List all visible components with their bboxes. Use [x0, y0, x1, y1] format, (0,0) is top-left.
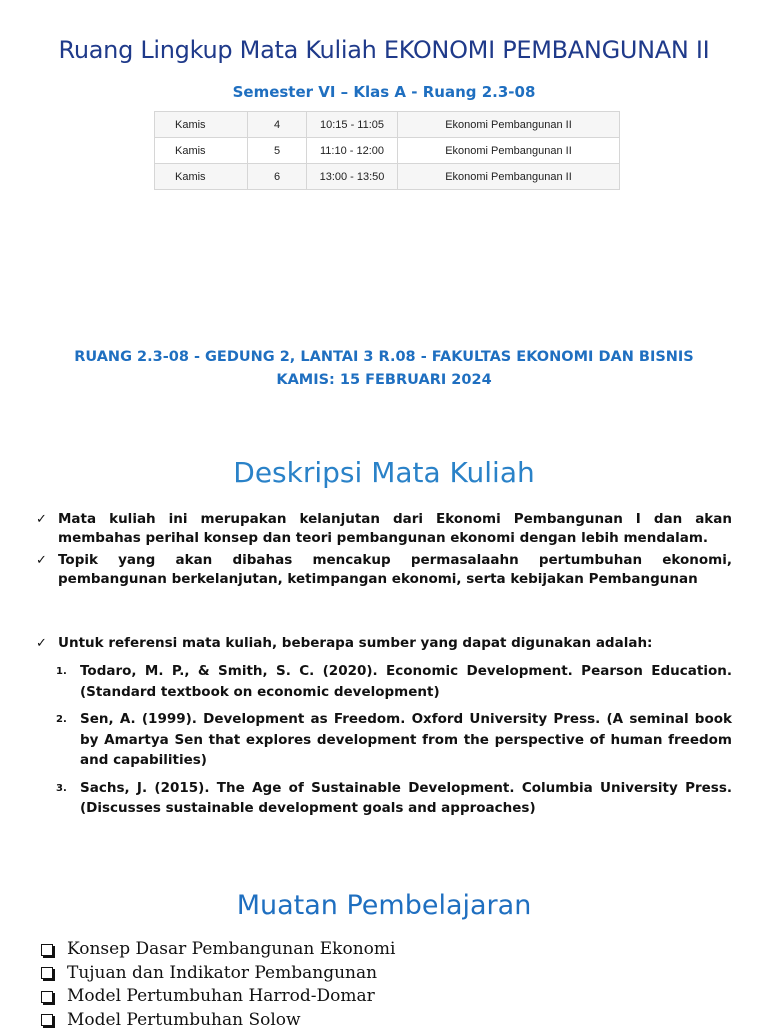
muatan-item-text: Tujuan dan Indikator Pembangunan — [67, 962, 377, 986]
muatan-list — [41, 938, 395, 1032]
check-icon: ✓ — [36, 634, 47, 653]
table-row — [155, 138, 620, 164]
course-cell: Ekonomi Pembangunan II — [398, 138, 620, 164]
bullet-text: Topik yang akan dibahas mencakup permasalaahn pertumbuhan ekonomi, pembangunan berkelanjutan, ketimpangan ekonomi, serta kebijakan Pembangunan — [58, 552, 732, 587]
reference-text: Todaro, M. P., & Smith, S. C. (2020). Economic Development. Pearson Education. (Standard textbook on economic development) — [80, 663, 732, 700]
checkbox-icon — [41, 967, 53, 979]
description-heading: Deskripsi Mata Kuliah — [0, 456, 768, 489]
muatan-item-text: Model Pertumbuhan Harrod-Domar — [67, 985, 375, 1009]
reference-item — [56, 778, 732, 819]
table-row — [155, 164, 620, 190]
references-intro-list — [36, 634, 732, 653]
list-item — [41, 962, 395, 986]
reference-number: 2. — [56, 710, 67, 731]
list-item — [36, 551, 732, 589]
time-cell: 13:00 - 13:50 — [307, 164, 398, 190]
session-cell: 4 — [248, 112, 307, 138]
list-item — [36, 510, 732, 548]
list-item — [41, 985, 395, 1009]
day-cell: Kamis — [155, 164, 248, 190]
reference-number: 3. — [56, 779, 67, 800]
checkbox-icon — [41, 944, 53, 956]
description-list — [36, 510, 732, 589]
list-item — [41, 1009, 395, 1032]
time-cell: 11:10 - 12:00 — [307, 138, 398, 164]
checkbox-icon — [41, 991, 53, 1003]
reference-item — [56, 709, 732, 771]
course-cell: Ekonomi Pembangunan II — [398, 164, 620, 190]
muatan-heading: Muatan Pembelajaran — [0, 890, 768, 921]
location-info — [0, 346, 768, 392]
references-list — [56, 661, 732, 826]
location-line: RUANG 2.3-08 - GEDUNG 2, LANTAI 3 R.08 - FAKULTAS EKONOMI DAN BISNIS — [0, 346, 768, 369]
reference-item — [56, 661, 732, 702]
list-item — [36, 634, 732, 653]
semester-subtitle: Semester VI – Klas A - Ruang 2.3-08 — [0, 83, 768, 101]
schedule-table — [154, 111, 620, 190]
check-icon: ✓ — [36, 510, 47, 529]
list-item — [41, 938, 395, 962]
bullet-text: Mata kuliah ini merupakan kelanjutan dari Ekonomi Pembangunan I dan akan membahas perihal konsep dan teori pembangunan ekonomi dengan lebih mendalam. — [58, 511, 732, 546]
day-cell: Kamis — [155, 112, 248, 138]
reference-number: 1. — [56, 662, 67, 683]
check-icon: ✓ — [36, 551, 47, 570]
time-cell: 10:15 - 11:05 — [307, 112, 398, 138]
course-cell: Ekonomi Pembangunan II — [398, 112, 620, 138]
reference-text: Sachs, J. (2015). The Age of Sustainable Development. Columbia University Press. (Discusses sustainable development goals and approaches) — [80, 780, 732, 817]
session-cell: 6 — [248, 164, 307, 190]
page-title: Ruang Lingkup Mata Kuliah EKONOMI PEMBANGUNAN II — [0, 36, 768, 64]
muatan-item-text: Konsep Dasar Pembangunan Ekonomi — [67, 938, 395, 962]
references-intro: Untuk referensi mata kuliah, beberapa sumber yang dapat digunakan adalah: — [58, 635, 652, 651]
reference-text: Sen, A. (1999). Development as Freedom. Oxford University Press. (A seminal book by Amartya Sen that explores development from the perspective of human freedom and capabilities) — [80, 711, 732, 768]
date-line: KAMIS: 15 FEBRUARI 2024 — [0, 369, 768, 392]
checkbox-icon — [41, 1014, 53, 1026]
day-cell: Kamis — [155, 138, 248, 164]
session-cell: 5 — [248, 138, 307, 164]
table-row — [155, 112, 620, 138]
muatan-item-text: Model Pertumbuhan Solow — [67, 1009, 301, 1032]
